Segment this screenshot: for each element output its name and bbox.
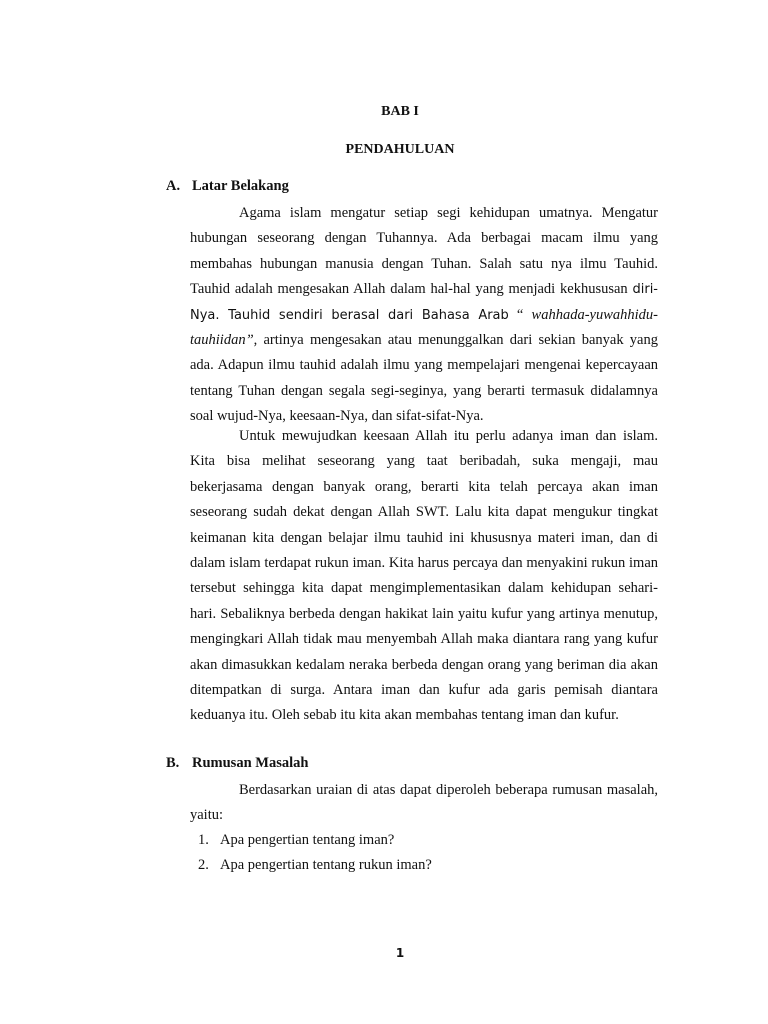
section-a-number: A.	[166, 178, 181, 194]
chapter-number: BAB I	[381, 104, 419, 119]
section-a-heading	[166, 178, 289, 195]
section-a-paragraph-1	[190, 201, 658, 430]
section-b-paragraph-text: Berdasarkan uraian di atas dapat diperoleh beberapa rumusan masalah, yaitu:	[190, 782, 658, 824]
paragraph-1-continuation: , artinya mengesakan atau menunggalkan dari sekian banyak yang ada. Adapun ilmu tauhid adalah ilmu yang mempelajari mengenai kepercayaan tentang Tuhan dengan segala segi-seginya, yang berarti termasuk didalamnya soal wujud-Nya, keesaan-Nya, dan sifat-sifat-Nya.	[190, 332, 658, 425]
list-item	[198, 828, 432, 853]
arabic-term: wahhada-yuwahhidu-tauhiidan”	[190, 306, 658, 349]
list-item-number: 1.	[198, 832, 209, 848]
section-b-number: B.	[166, 755, 180, 771]
section-b-title: Rumusan Masalah	[192, 755, 309, 771]
page-number: 1	[395, 946, 405, 960]
section-a-paragraph-2	[190, 424, 658, 729]
paragraph-2-text: Untuk mewujudkan keesaan Allah itu perlu adanya iman dan islam. Kita bisa melihat seseorang yang taat beribadah, suka mengaji, mau bekerjasama dengan banyak orang, berarti kita telah percaya akan iman seseorang sudah dekat dengan Allah SWT. Lalu kita dapat mengukur tingkat keimanan kita dengan belajar ilmu tauhid ini khususnya materi iman, dan di dalam islam terdapat rukun iman. Kita harus percaya dan menyakini rukun iman tersebut sehingga kita dapat mengimplementasikan dalam kehidupan sehari-hari. Sebaliknya berbeda dengan hakikat lain yaitu kufur yang artinya menutup, mengingkari Allah tidak mau menyembah Allah maka diantara rang yang kufur akan dimasukkan kedalam neraka berbeda dengan orang yang beriman dia akan ditempatkan di surga. Antara iman dan kufur ada garis pemisah diantara keduanya itu. Oleh sebab itu kita akan membahas tentang iman dan kufur.	[190, 428, 658, 724]
paragraph-1-sans-text: diri-Nya. Tauhid sendiri berasal dari Bahasa Arab	[190, 282, 658, 323]
list-item-number: 2.	[198, 857, 209, 874]
quote-open: “	[508, 306, 532, 323]
list-item-text: Apa pengertian tentang iman?	[220, 832, 395, 848]
paragraph-1-text: Agama islam mengatur setiap segi kehidupan umatnya. Mengatur hubungan seseorang dengan Tuhannya. Ada berbagai macam ilmu yang membahas hubungan manusia dengan Tuhan. Salah satu nya ilmu Tauhid. Tauhid adalah mengesakan Allah dalam hal-hal yang menjadi kekhususan	[190, 205, 658, 298]
section-b-heading	[166, 755, 308, 772]
chapter-title: PENDAHULUAN	[345, 142, 455, 157]
list-item-text: Apa pengertian tentang rukun iman?	[220, 857, 432, 874]
section-b-paragraph	[190, 778, 658, 829]
question-list	[198, 828, 432, 879]
list-item	[198, 853, 432, 878]
section-a-title: Latar Belakang	[192, 178, 289, 194]
